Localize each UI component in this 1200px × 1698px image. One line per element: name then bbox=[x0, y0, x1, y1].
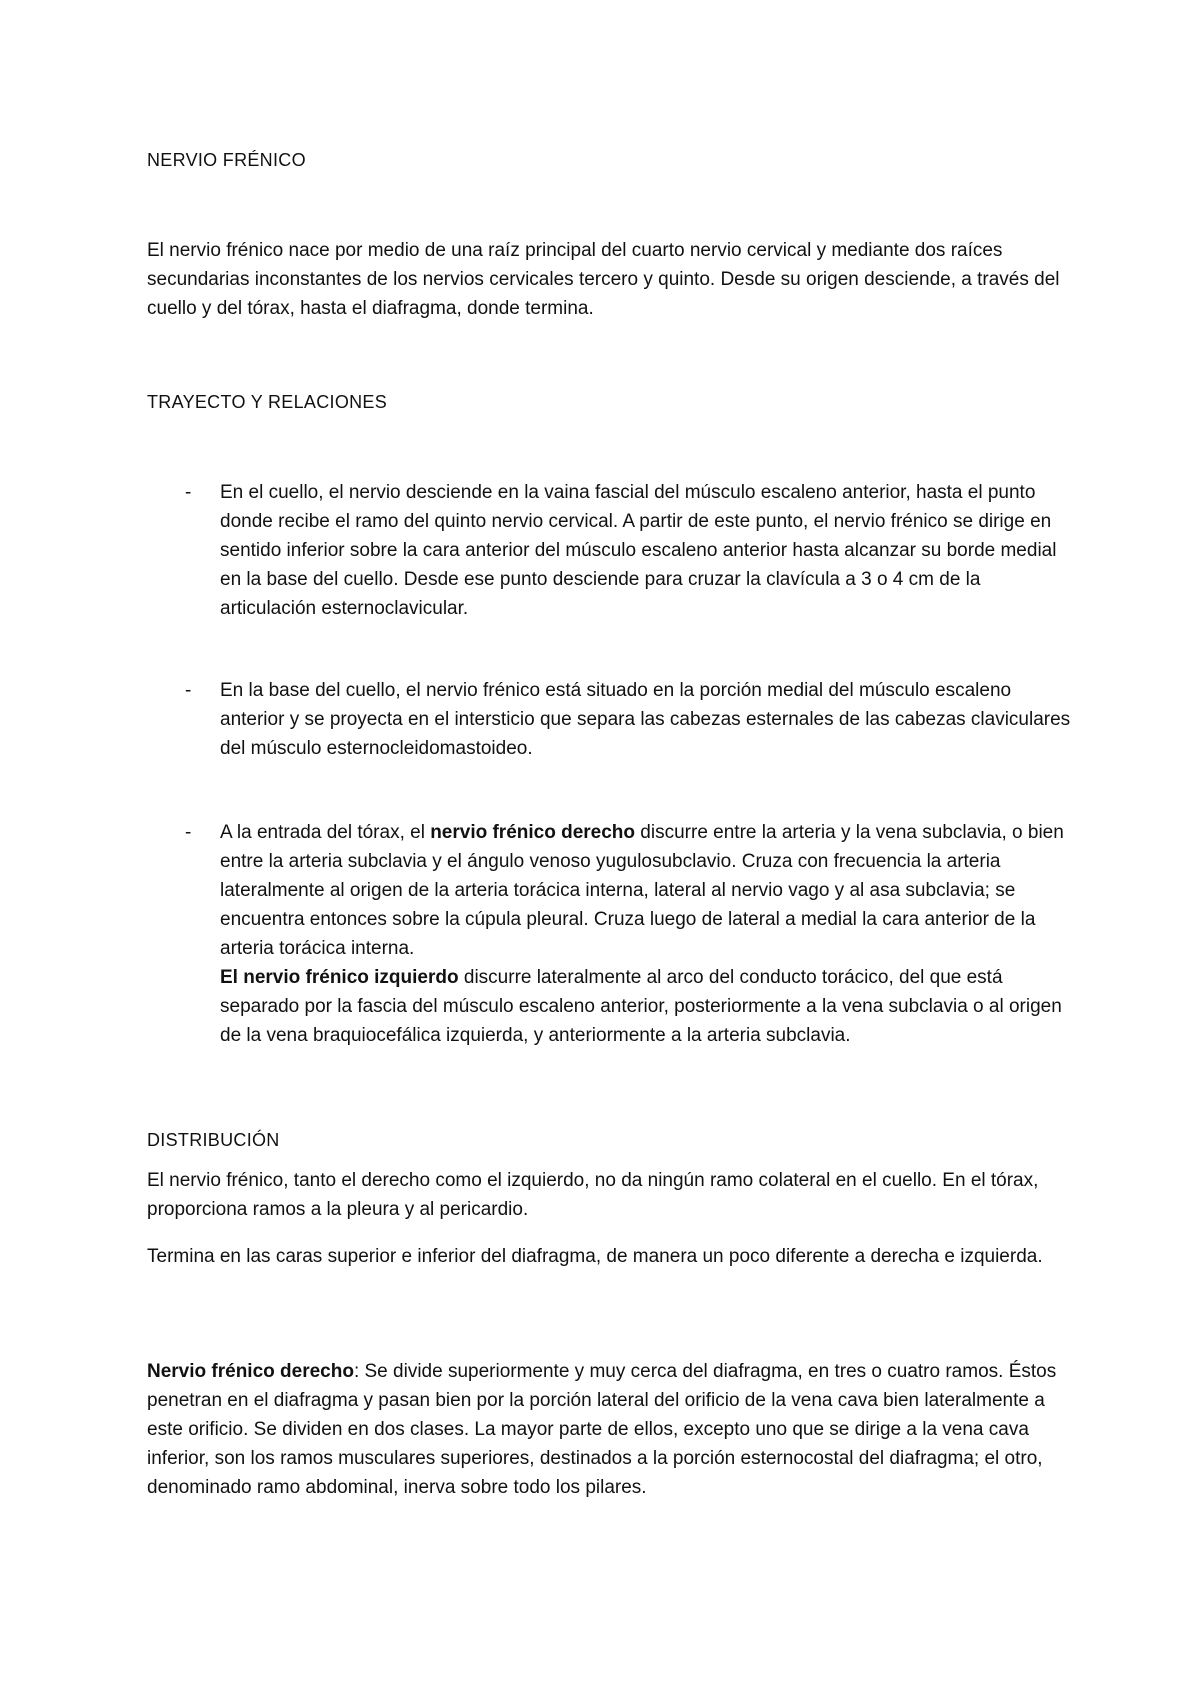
bullet-dash: - bbox=[185, 822, 192, 843]
bold-term: El nervio frénico izquierdo bbox=[220, 967, 459, 988]
distribution-paragraph-1: El nervio frénico, tanto el derecho como el izquierdo, no da ningún ramo colateral en el cuello. En el tórax, proporciona ramos a la pleura y al pericardio. bbox=[147, 1170, 1039, 1220]
list-item-text: En el cuello, el nervio desciende en la vaina fascial del músculo escaleno anterior, hasta el punto donde recibe el ramo del quinto nervio cervical. A partir de este punto, el nervio frénico se dirige en sentido inferior sobre la cara anterior del músculo escaleno anterior hasta alcanzar su borde medial en la base del cuello. Desde ese punto desciende para cruzar la clavícula a 3 o 4 cm de la articulación esternoclavicular. bbox=[220, 482, 1057, 619]
distribution-paragraph-2: Termina en las caras superior e inferior del diafragma, de manera un poco diferente a derecha e izquierda. bbox=[147, 1246, 1043, 1267]
bold-term: Nervio frénico derecho bbox=[147, 1361, 354, 1382]
bold-term: nervio frénico derecho bbox=[430, 822, 636, 843]
distribution-paragraph-3: Nervio frénico derecho: Se divide superiormente y muy cerca del diafragma, en tres o cuatro ramos. Éstos penetran en el diafragma y pasan bien por la porción lateral del orificio de la vena cava bien lateralmente a este orificio. Se dividen en dos clases. La mayor parte de ellos, excepto uno que se dirige a la vena cava inferior, son los ramos musculares superiores, destinados a la porción esternocostal del diafragma; el otro, denominado ramo abdominal, inerva sobre todo los pilares. bbox=[147, 1361, 1057, 1498]
document-title: NERVIO FRÉNICO bbox=[147, 150, 306, 170]
list-item-text-continued: El nervio frénico izquierdo discurre lateralmente al arco del conducto torácico, del que está separado por la fascia del músculo escaleno anterior, posteriormente a la vena subclavia o al origen de la vena braquiocefálica izquierda, y anteriormente a la arteria subclavia. bbox=[220, 967, 1062, 1046]
bullet-dash: - bbox=[185, 680, 192, 701]
list-item-text: A la entrada del tórax, el nervio frénico derecho discurre entre la arteria y la vena subclavia, o bien entre la arteria subclavia y el ángulo venoso yugulosubclavio. Cruza con frecuencia la arteria lateralmente al origen de la arteria torácica interna, lateral al nervio vago y al asa subclavia; se encuentra entonces sobre la cúpula pleural. Cruza luego de lateral a medial la cara anterior de la arteria torácica interna. bbox=[220, 822, 1064, 959]
list-item-text: En la base del cuello, el nervio frénico está situado en la porción medial del músculo escaleno anterior y se proyecta en el intersticio que separa las cabezas esternales de las cabezas claviculares del músculo esternocleidomastoideo. bbox=[220, 680, 1071, 759]
section-heading-distribucion: DISTRIBUCIÓN bbox=[147, 1130, 280, 1150]
bullet-dash: - bbox=[185, 482, 192, 503]
section-heading-trayecto: TRAYECTO Y RELACIONES bbox=[147, 392, 388, 412]
intro-paragraph: El nervio frénico nace por medio de una raíz principal del cuarto nervio cervical y mediante dos raíces secundarias inconstantes de los nervios cervicales tercero y quinto. Desde su origen desciende, a través del cuello y del tórax, hasta el diafragma, donde termina. bbox=[147, 240, 1060, 319]
